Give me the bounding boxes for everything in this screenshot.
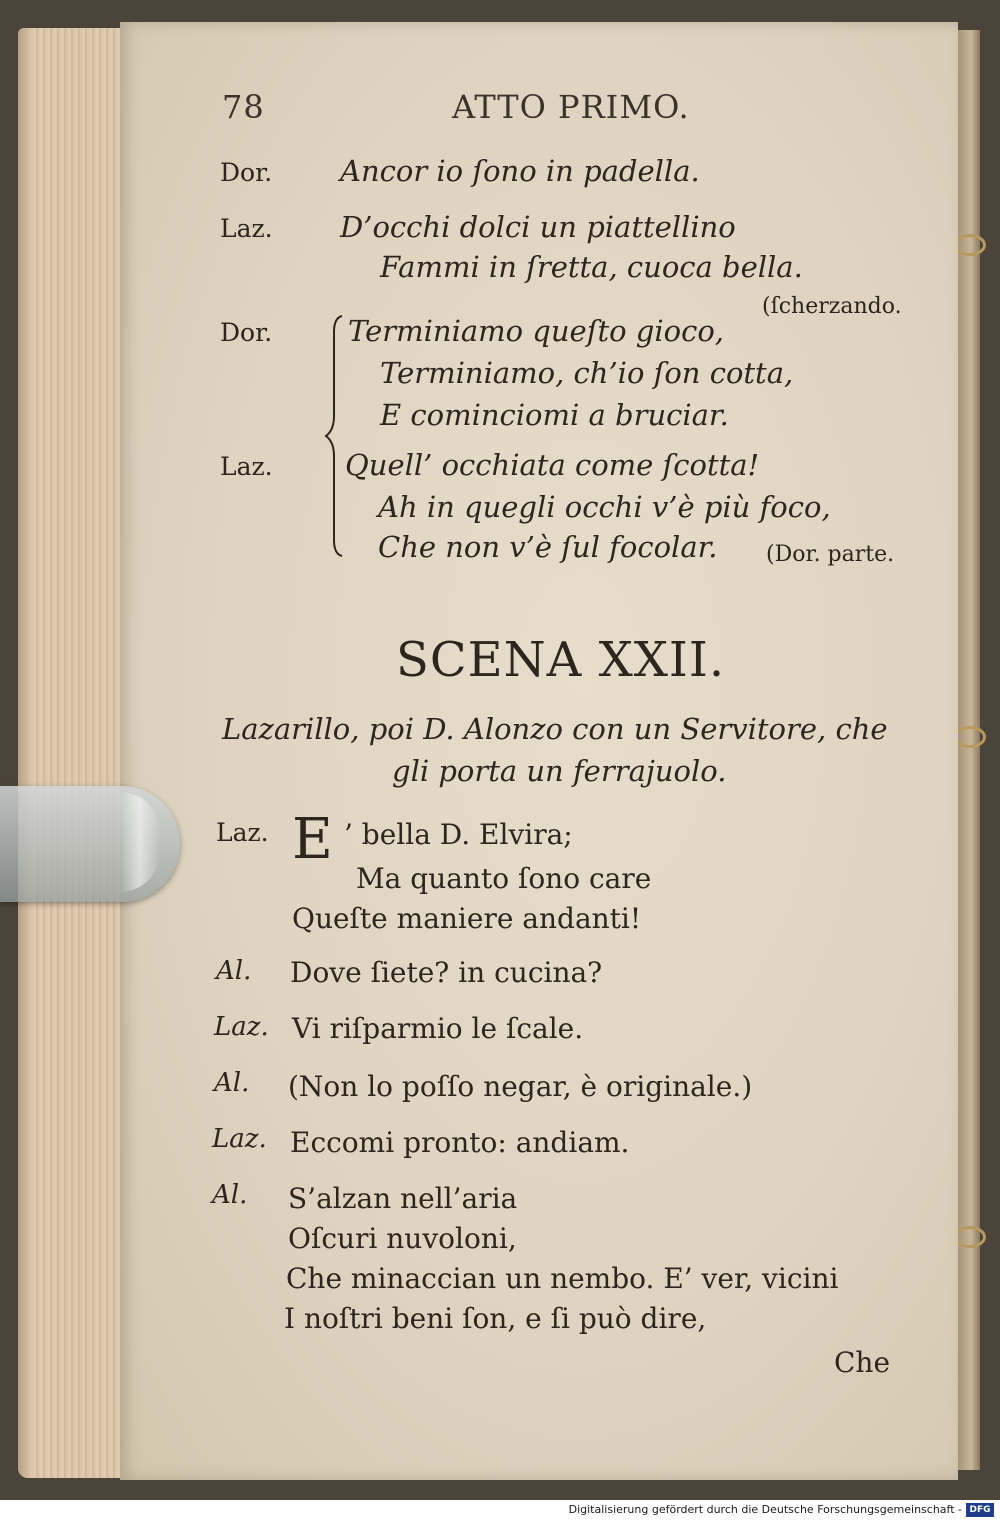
speaker-label: Laz.	[220, 214, 273, 243]
dialogue-line: Oſcuri nuvoloni,	[288, 1222, 517, 1255]
catchword: Che	[834, 1346, 891, 1379]
running-title: ATTO PRIMO.	[452, 88, 690, 126]
dialogue-line: (Non lo poſſo negar, è originale.)	[288, 1070, 753, 1103]
verse-line: Quell’ occhiata come ſcotta!	[345, 448, 760, 482]
dfg-logo: DFG	[966, 1503, 994, 1517]
verse-line: Terminiamo, ch’io ſon cotta,	[380, 356, 794, 390]
speaker-label: Al.	[216, 956, 252, 986]
duet-brace	[322, 312, 346, 560]
page-stack-edge	[18, 28, 128, 1478]
dialogue-line: Ma quanto ſono care	[356, 862, 652, 895]
verse-line: D’occhi dolci un piattellino	[340, 210, 736, 244]
scene-title: SCENA XXII.	[396, 632, 726, 688]
verse-line: Fammi in ſretta, cuoca bella.	[380, 250, 803, 284]
speaker-label: Laz.	[220, 452, 273, 481]
speaker-label: Al.	[214, 1068, 250, 1098]
verse-line: Ancor io ſono in padella.	[340, 154, 700, 188]
dialogue-line: Eccomi pronto: andiam.	[290, 1126, 630, 1159]
speaker-label: Laz.	[212, 1124, 267, 1154]
page-number: 78	[222, 88, 265, 126]
scene-cast-line: gli porta un ferrajuolo.	[392, 754, 727, 788]
speaker-label: Laz.	[216, 818, 269, 847]
verse-line: Che non v’è ſul focolar.	[378, 530, 718, 564]
footer-bar	[0, 1500, 1000, 1521]
binding-stitch	[954, 726, 986, 748]
drop-cap: E	[292, 807, 333, 872]
binding-stitch	[954, 1226, 986, 1248]
speaker-label: Al.	[212, 1180, 248, 1210]
verse-line: E cominciomi a bruciar.	[380, 398, 729, 432]
verse-line: Terminiamo queſto gioco,	[348, 314, 724, 348]
speaker-label: Dor.	[220, 158, 273, 187]
dialogue-line: ’ bella D. Elvira;	[344, 818, 573, 851]
verse-line: Ah in quegli occhi v’è più foco,	[378, 490, 831, 524]
scene-cast-line: Lazarillo, poi D. Alonzo con un Servitore, che	[222, 712, 888, 746]
dialogue-line: I noſtri beni ſon, e ſi può dire,	[284, 1302, 707, 1335]
dialogue-line: Dove ſiete? in cucina?	[290, 956, 603, 989]
dialogue-line: S’alzan nell’aria	[288, 1182, 518, 1215]
binding-stitch	[954, 234, 986, 256]
funding-credit: Digitalisierung gefördert durch die Deutsche Forschungsgemeinschaft -	[568, 1503, 962, 1516]
dialogue-line: Che minaccian un nembo. E’ ver, vicini	[286, 1262, 839, 1295]
speaker-label: Dor.	[220, 318, 273, 347]
dialogue-line: Vi riſparmio le ſcale.	[292, 1012, 584, 1045]
stage-direction: (Dor. parte.	[766, 542, 895, 567]
speaker-label: Laz.	[214, 1012, 269, 1042]
dialogue-line: Queſte maniere andanti!	[292, 902, 642, 935]
stage-direction: (ſcherzando.	[762, 294, 902, 319]
page-holder-clip	[0, 786, 180, 902]
